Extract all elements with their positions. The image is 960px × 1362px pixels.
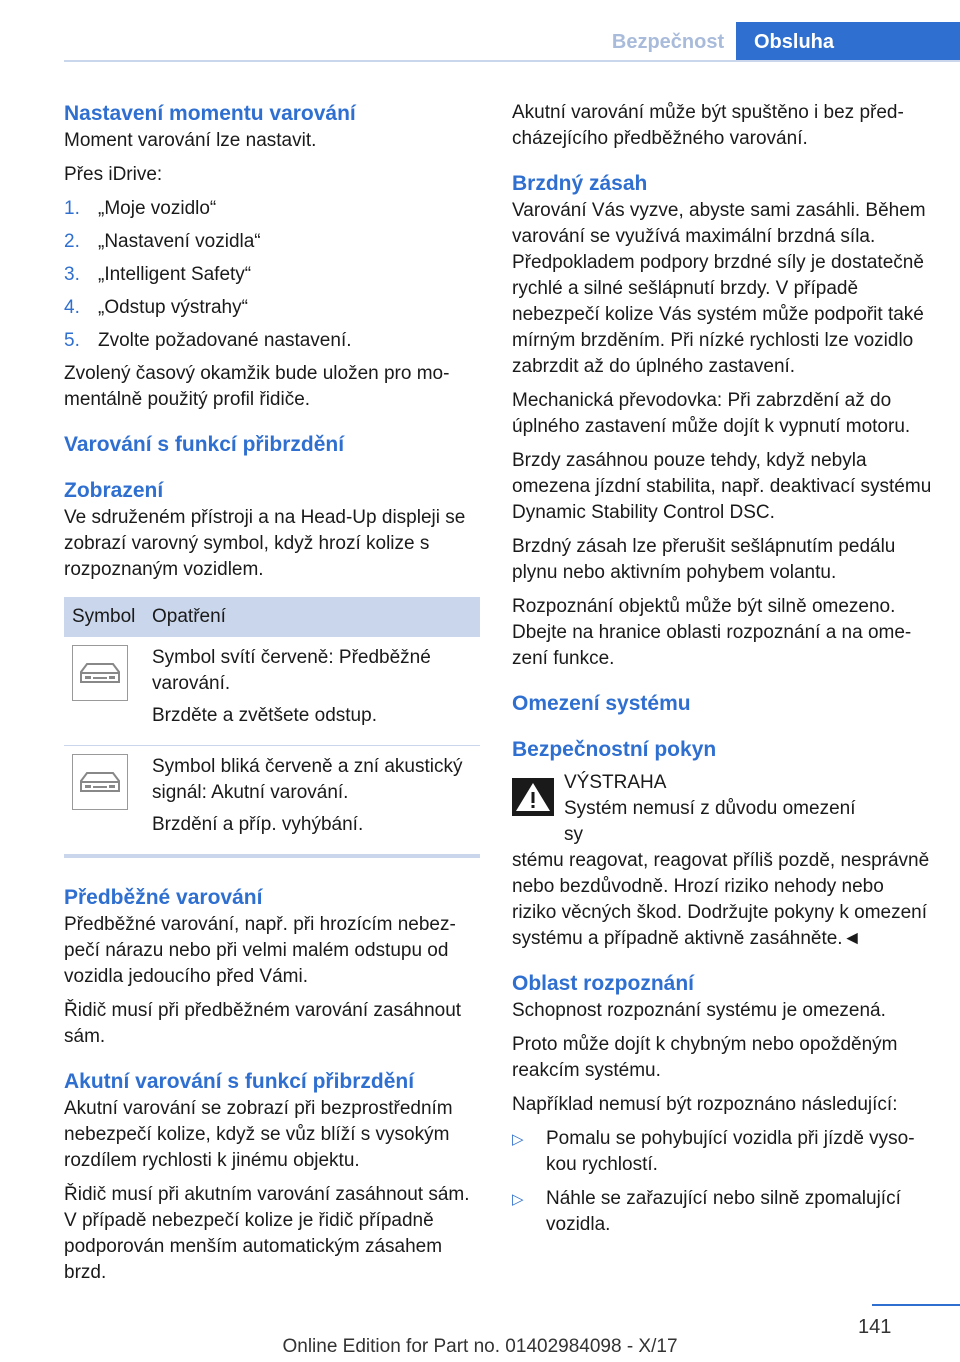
paragraph: Ve sdruženém přístroji a na Head-Up displeji se zobrazí varovný symbol, když hrozí kolize s rozpoznaným vozidlem. [64, 507, 466, 580]
step-number: 4. [64, 297, 80, 318]
list-item [64, 196, 482, 222]
paragraph: Akutní varování může být spuštěno i bez předcházejícího předběžného varování. [512, 102, 904, 149]
column-header-symbol: Symbol [72, 606, 136, 627]
paragraph: Varování Vás vyzve, abyste sami zasáhli. Během varování se využívá maximální brzdná síla. Předpokladem podpory brzdné síly je dostatečně rychlé a silné sešlápnutí brzdy. V případě nebezpečí kolize Vás systém může podpořit také mírným brzděním. Při nízké rychlosti lze vozidlo zabrzdit až do úplného zastavení. [512, 200, 926, 377]
header-divider [64, 60, 960, 62]
step-number: 5. [64, 330, 80, 351]
paragraph: Předběžné varování, např. při hrozícím nebezpečí nárazu nebo při velmi malém odstupu od vozidla jedoucího před Vámi. [64, 914, 456, 987]
tab-bezpecnost[interactable]: Bezpečnost [611, 31, 725, 53]
paragraph: Přes iDrive: [64, 164, 163, 185]
table-header [64, 597, 480, 637]
paragraph: Proto může dojít k chybným nebo opožděným reakcím systému. [512, 1034, 898, 1081]
triangle-bullet-icon: ▷ [512, 1131, 524, 1148]
list-item [64, 262, 482, 288]
list-item [64, 328, 482, 354]
edition-note: Online Edition for Part no. 01402984098 - X/17 [282, 1336, 678, 1357]
warning-title: VÝSTRAHA [564, 772, 667, 793]
step-text: „Intelligent Safety“ [98, 264, 252, 285]
step-text: „Nastavení vozidla“ [98, 231, 261, 252]
right-column [512, 100, 932, 1246]
paragraph: Schopnost rozpoznání systému je omezená. [512, 1000, 886, 1021]
paragraph: Brzdy zasáhnou pouze tehdy, když nebyla omezena jízdní stabilita, např. deaktivací systému Dynamic Stability Control DSC. [512, 450, 932, 523]
heading-bezpecnostni-pokyn: Bezpečnostní pokyn [512, 738, 717, 761]
heading-predbezne-varovani: Předběžné varování [64, 886, 263, 909]
paragraph: Rozpoznání objektů může být silně omezeno. Dbejte na hranice oblasti rozpoznání a na omezení funkce. [512, 596, 912, 669]
step-number: 1. [64, 198, 80, 219]
warning-block [512, 770, 932, 848]
paragraph: Například nemusí být rozpoznáno následující: [512, 1094, 898, 1115]
page-header [0, 0, 960, 62]
warning-text: stému reagovat, reagovat příliš pozdě, nesprávně nebo bezdůvodně. Hrozí riziko nehody nebo riziko věcných škod. Dodržujte pokyny k omezení systému a případně aktivně zasáhněte.◄ [512, 850, 930, 949]
heading-oblast-rozpoznani: Oblast rozpoznání [512, 972, 695, 995]
warning-triangle-icon [512, 778, 554, 816]
car-warning-icon [72, 645, 128, 701]
triangle-bullet-icon: ▷ [512, 1191, 524, 1208]
table-cell: Brzdění a příp. vyhýbání. [152, 814, 364, 835]
heading-varovani-pribrzdeni: Varování s funkcí přibrzdění [64, 433, 345, 456]
step-number: 3. [64, 264, 80, 285]
table-row [64, 637, 480, 746]
table-row [64, 746, 480, 858]
footer-divider [872, 1304, 960, 1306]
heading-omezeni-systemu: Omezení systému [512, 692, 691, 715]
tab-obsluha[interactable]: Obsluha [736, 22, 960, 62]
heading-akutni-varovani: Akutní varování s funkcí přibrzdění [64, 1070, 415, 1093]
page-number: 141 [858, 1316, 892, 1338]
paragraph: Mechanická převodovka: Při zabrzdění až do úplného zastavení může dojít k vypnutí motoru. [512, 390, 911, 437]
symbol-table [64, 597, 480, 858]
column-header-opatreni: Opatření [152, 606, 226, 627]
car-warning-icon [72, 754, 128, 810]
paragraph: Zvolený časový okamžik bude uložen pro momentálně použitý profil řidiče. [64, 363, 450, 410]
table-cell: Brzděte a zvětšete odstup. [152, 705, 377, 726]
step-number: 2. [64, 231, 80, 252]
paragraph: Řidič musí při předběžném varování zasáhnout sám. [64, 1000, 462, 1047]
list-item [64, 295, 482, 321]
warning-text: Systém nemusí z důvodu omezení sy [564, 798, 856, 845]
step-text: „Odstup výstrahy“ [98, 297, 248, 318]
paragraph: Řidič musí při akutním varování zasáhnout sám. V případě nebezpečí kolize je řidič případně podporován menším automatickým zásahem brzd. [64, 1184, 470, 1283]
paragraph: Moment varování lze nastavit. [64, 130, 317, 151]
paragraph: Akutní varování se zobrazí při bezprostředním nebezpečí kolize, když se vůz blíží s vysokým rozdílem rychlosti k jinému objektu. [64, 1098, 453, 1171]
heading-zobrazeni: Zobrazení [64, 479, 164, 502]
list-item: ▷ Pomalu se pohybující vozidla při jízdě vysokou rychlostí. [512, 1128, 915, 1175]
limitation-list [512, 1126, 932, 1238]
list-item: ▷ Náhle se zařazující nebo silně zpomalující vozidla. [512, 1188, 901, 1235]
idrive-steps [64, 196, 482, 354]
paragraph: Brzdný zásah lze přerušit sešlápnutím pedálu plynu nebo aktivním pohybem volantu. [512, 536, 896, 583]
left-column [64, 100, 482, 1294]
heading-nastaveni-momentu: Nastavení momentu varování [64, 102, 356, 125]
heading-brzdny-zasah: Brzdný zásah [512, 172, 648, 195]
table-cell: Symbol bliká červeně a zní akustický signál: Akutní varování. [152, 756, 463, 803]
list-item [64, 229, 482, 255]
step-text: „Moje vozidlo“ [98, 198, 217, 219]
table-cell: Symbol svítí červeně: Předběžné varování. [152, 647, 431, 694]
step-text: Zvolte požadované nastavení. [98, 330, 352, 351]
